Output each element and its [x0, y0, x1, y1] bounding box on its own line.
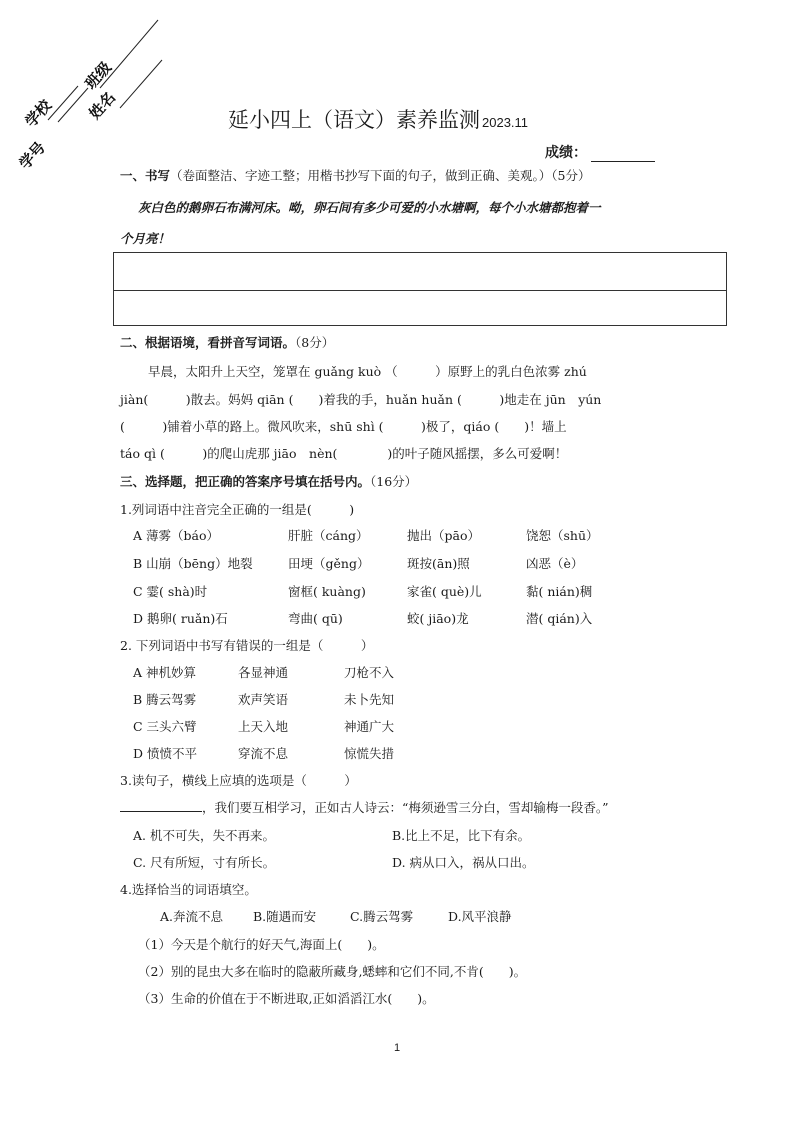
pinyin-line-3: ( )铺着小草的路上。微风吹来，shū shì ( )极了，qiáo ( )！墙上	[120, 419, 567, 434]
section3-heading	[120, 472, 417, 490]
page-number: 1	[394, 1042, 401, 1054]
q4-item-1: （1）今天是个航行的好天气,海面上( )。	[138, 937, 385, 952]
section1-title: 一、书写	[120, 168, 171, 183]
q3-option-a: A. 机不可失，失不再来。	[133, 828, 275, 843]
q2-option-b-2: 欢声笑语	[238, 692, 289, 707]
q1-option-a-4: 饶恕（shū）	[526, 528, 599, 543]
copy-sentence-line2: 个月亮！	[120, 231, 171, 246]
binding-class-label: 班级	[81, 58, 116, 93]
q1-option-d-4: 潜( qián)入	[526, 611, 593, 626]
section3-points: （16分）	[370, 474, 418, 489]
q2-option-c-3: 神通广大	[344, 719, 395, 734]
q1-stem: 1.列词语中注音完全正确的一组是( )	[120, 502, 355, 517]
q4-item-3: （3）生命的价值在于不断进取,正如滔滔江水( )。	[138, 991, 435, 1006]
binding-line-school	[48, 86, 78, 120]
binding-name-label: 姓名	[85, 88, 120, 123]
q2-option-b-3: 未卜先知	[344, 692, 395, 707]
title-date: 2023.11	[482, 115, 529, 130]
q1-option-b-2: 田埂（gěng）	[288, 556, 370, 571]
q1-option-d-1: D 鹅卵( ruǎn)石	[133, 611, 228, 626]
q1-option-c-4: 黏( nián)稠	[526, 584, 593, 599]
q1-option-a-3: 抛出（pāo）	[407, 528, 480, 543]
q2-option-a-1: A 神机妙算	[133, 665, 197, 680]
q3-option-d: D. 病从口入，祸从口出。	[392, 855, 535, 870]
q4-option-d: D.风平浪静	[448, 909, 512, 924]
pinyin-line-1: 早晨，太阳升上天空，笼罩在 guǎng kuò （ ）原野上的乳白色浓雾 zhú	[148, 364, 587, 379]
score-field	[545, 142, 655, 162]
q1-option-b-4: 凶恶（è）	[526, 556, 584, 571]
binding-line-lower	[58, 88, 88, 122]
binding-strip	[0, 0, 170, 190]
binding-student-id-label: 学号	[15, 138, 50, 173]
page-title	[228, 104, 528, 134]
section1-heading	[120, 166, 590, 184]
binding-school-label: 学校	[21, 96, 56, 131]
q1-option-b-1: B 山崩（bēng）地裂	[133, 556, 253, 571]
q2-option-c-1: C 三头六臂	[133, 719, 197, 734]
q3-sentence	[120, 798, 609, 816]
section1-instruction: （卷面整洁、字迹工整；用楷书抄写下面的句子，做到正确、美观。）（5分）	[170, 168, 591, 183]
binding-line-lower-2	[120, 60, 162, 108]
q3-option-c: C. 尺有所短，寸有所长。	[133, 855, 276, 870]
writing-box[interactable]	[113, 252, 727, 326]
q2-option-a-3: 刀枪不入	[344, 665, 395, 680]
copy-sentence-line1: 灰白色的鹅卵石布满河床。呦，卵石间有多少可爱的小水塘啊，每个小水塘都抱着一	[138, 200, 601, 215]
writing-box-divider	[114, 290, 726, 291]
q2-option-c-2: 上天入地	[238, 719, 289, 734]
q3-stem: 3.读句子，横线上应填的选项是（ ）	[120, 773, 357, 788]
score-blank[interactable]	[591, 147, 655, 162]
q3-sentence-text: ，我们要互相学习，正如古人诗云：“梅须逊雪三分白，雪却输梅一段香。”	[202, 800, 609, 815]
q2-option-d-1: D 愤愤不平	[133, 746, 197, 761]
q1-option-b-3: 斑按(ān)照	[407, 556, 470, 571]
q1-option-a-1: A 薄雾（báo）	[133, 528, 219, 543]
q2-stem: 2. 下列词语中书写有错误的一组是（ ）	[120, 638, 374, 653]
q1-option-d-3: 蛟( jiāo)龙	[407, 611, 469, 626]
q4-option-b: B.随遇而安	[253, 909, 317, 924]
section2-points: （8分）	[295, 335, 335, 350]
q3-option-b: B.比上不足，比下有余。	[392, 828, 531, 843]
q2-option-a-2: 各显神通	[238, 665, 289, 680]
q1-option-c-1: C 霎( shà)时	[133, 584, 208, 599]
q1-option-c-2: 窗框( kuàng)	[288, 584, 366, 599]
section3-title: 三、选择题，把正确的答案序号填在括号内。	[120, 474, 371, 489]
pinyin-line-4: táo qì ( )的爬山虎那 jiāo nèn( )的叶子随风摇摆，多么可爱啊！	[120, 446, 568, 461]
section2-heading	[120, 333, 334, 351]
q4-stem: 4.选择恰当的词语填空。	[120, 882, 257, 897]
section2-title: 二、根据语境，看拼音写词语。	[120, 335, 296, 350]
q4-item-2: （2）别的昆虫大多在临时的隐蔽所藏身,蟋蟀和它们不同,不肯( )。	[138, 964, 527, 979]
q4-option-a: A.奔流不息	[160, 909, 224, 924]
q2-option-d-2: 穿流不息	[238, 746, 289, 761]
score-label: 成绩：	[545, 145, 587, 161]
title-text: 延小四上（语文）素养监测	[228, 108, 480, 132]
q2-option-d-3: 惊慌失措	[344, 746, 395, 761]
q1-option-a-2: 肝脏（cáng）	[288, 528, 369, 543]
q1-option-c-3: 家雀( què)儿	[407, 584, 482, 599]
q1-option-d-2: 弯曲( qū)	[288, 611, 343, 626]
q4-option-c: C.腾云驾雾	[350, 909, 414, 924]
binding-line-upper	[100, 20, 158, 88]
q2-option-b-1: B 腾云驾雾	[133, 692, 197, 707]
pinyin-line-2: jiàn( )散去。妈妈 qiān ( )着我的手，huǎn huǎn ( )地走在 jūn yún	[120, 392, 602, 407]
q3-fill-blank[interactable]	[120, 799, 202, 812]
